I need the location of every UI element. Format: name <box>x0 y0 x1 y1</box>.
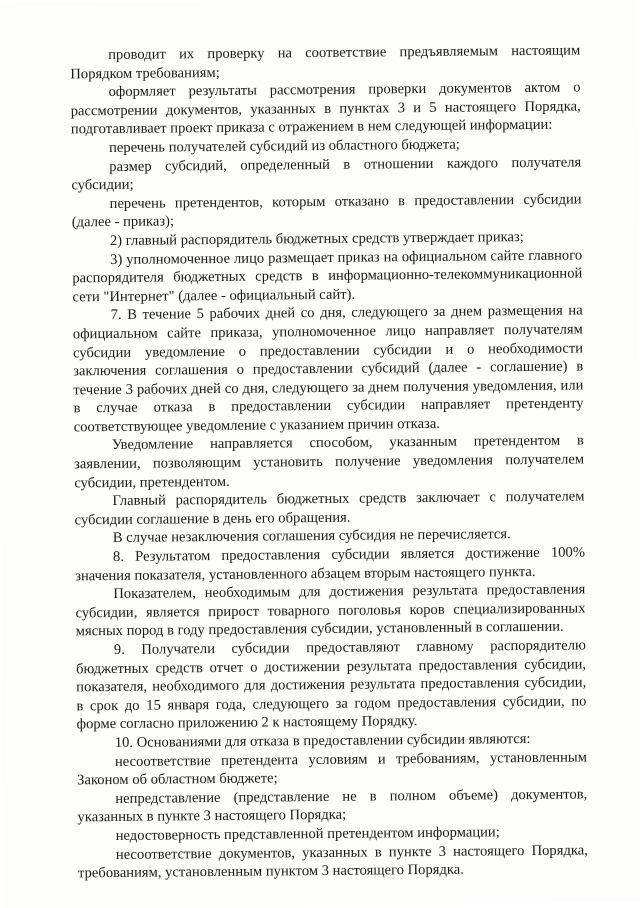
paragraph: 8. Результатом предоставления субсидии является достижение 100% значения показателя, установленного абзацем вторым настоящего пункта. <box>75 544 586 584</box>
paragraph: 3) уполномоченное лицо размещает приказ на официальном сайте главного распорядителя бюджетных средств в информационно-телекоммуникационной сети "Интернет" (далее - официальный сайт). <box>72 247 583 306</box>
paragraph: Главный распорядитель бюджетных средств заключает с получателем субсидии соглашение в день его обращения. <box>74 488 585 529</box>
paragraph: недостоверность представленной претендентом информации; <box>115 824 500 844</box>
paragraph: перечень получателей субсидий из областного бюджета; <box>108 136 460 156</box>
paragraph: 7. В течение 5 рабочих дней со дня, следующего за днем размещения на официальном сайте приказа, уполномоченное лицо направляет получателям субсидии уведомление о предоставлении субсидии и о необходимости заключения соглашения о предоставлении субсидий (далее - соглашение) в течение 3 рабочих дней со дня, следующего за днем получения уведомления, или в случае отказа в предоставлении субсидии направляет претенденту соответствующее уведомление с указанием причин отказа. <box>72 302 584 436</box>
paragraph: В случае незаключения соглашения субсидия не перечисляется. <box>112 526 511 547</box>
paragraph: непредставление (представление не в полном объеме) документов, указанных в пункте 3 настоящего Порядка; <box>77 786 588 826</box>
paragraph: перечень претендентов, которым отказано в предоставлении субсидии (далее - приказ); <box>71 191 582 231</box>
paragraph: 2) главный распорядитель бюджетных средств утверждает приказ; <box>109 228 524 249</box>
paragraph: несоответствие документов, указанных в пункте 3 настоящего Порядка, требованиям, установленным пунктом 3 настоящего Порядка. <box>77 841 588 882</box>
paragraph: размер субсидий, определенный в отношении каждого получателя субсидии; <box>71 154 582 194</box>
paragraph: 10. Основаниями для отказа в предоставлении субсидии являются: <box>114 730 531 751</box>
paragraph: проводит их проверку на соответствие предъявляемым настоящим Порядком требованиям; <box>70 42 581 82</box>
paragraph: несоответствие претендента условиям и требованиям, установленным Законом об областном бюджете; <box>77 749 588 789</box>
paragraph: оформляет результаты рассмотрения проверки документов актом о рассмотрении документов, указанных в пунктах 3 и 5 настоящего Порядка, подготавливает проект приказа с отражением в нем следующей информации: <box>70 79 581 138</box>
paragraph: 9. Получатели субсидии предоставляют главному распорядителю бюджетных средств отчет о достижении результата предоставления субсидии, показателя, необходимого для достижения результата предоставления субсидии, в срок до 15 января года, следующего за годом предоставления субсидии, по форме согласно приложению 2 к настоящему Порядку. <box>75 637 587 733</box>
paragraph: Уведомление направляется способом, указанным претендентом в заявлении, позволяющим установить получение уведомления получателем субсидии, претендентом. <box>74 432 585 492</box>
paragraph: Показателем, необходимым для достижения результата предоставления субсидии, является прирост товарного поголовья коров специализированных мясных пород в году предоставления субсидии, установленный в соглашении. <box>75 581 586 640</box>
